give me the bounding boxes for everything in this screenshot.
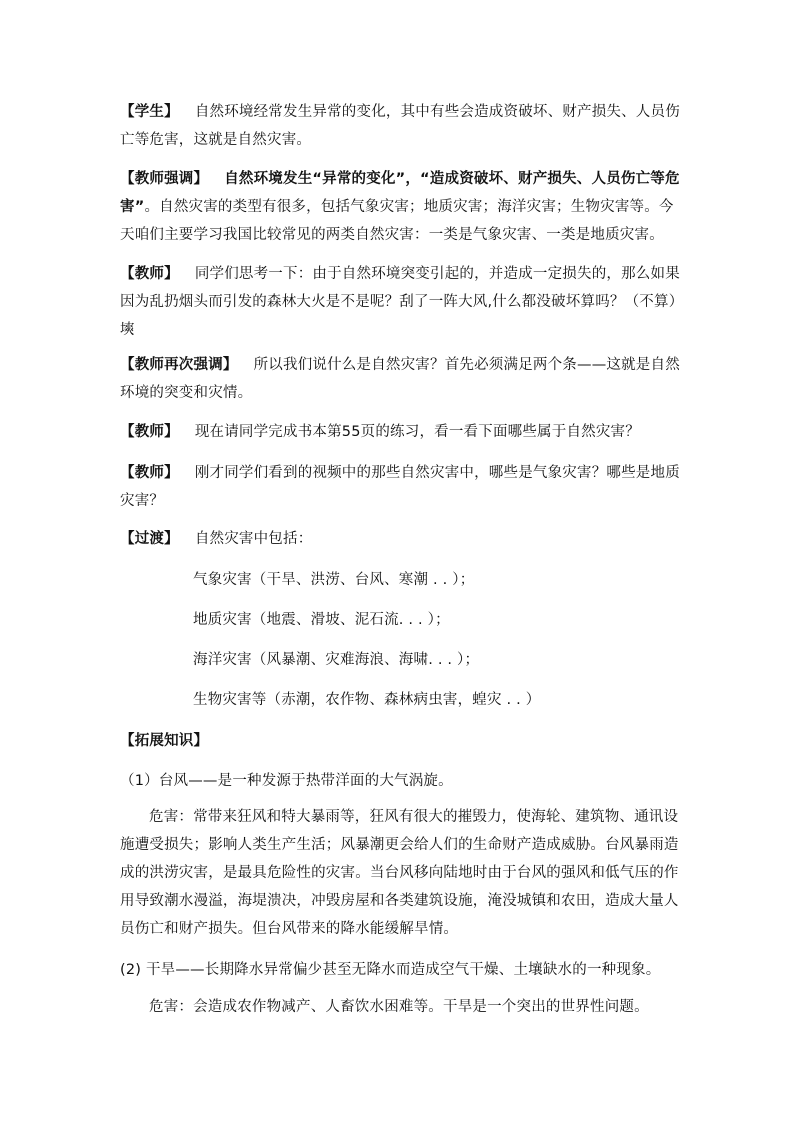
- list-item-meteorological: 气象灾害（干旱、洪涝、台风、寒潮 . . ）；: [193, 572, 475, 588]
- paragraph-text: 自然环境经常发生异常的变化，其中有些会造成资破坏、财产损失、人员伤亡等危害，这就是自然灾害。: [120, 104, 680, 148]
- speaker-tag: 【教师再次强调】: [120, 357, 238, 373]
- speaker-tag: 【教师】: [120, 266, 179, 282]
- paragraph-teacher-exercise: [120, 418, 680, 446]
- extended-item-typhoon: （1）台风——是一种发源于热带洋面的大气涡旋。: [120, 773, 453, 789]
- paragraph-transition: [120, 525, 680, 553]
- list-item-geological: 地质灾害（地震、滑坡、泥石流. . . ）；: [193, 612, 450, 628]
- paragraph-text: 。自然灾害的类型有很多，包括气象灾害；地质灾害；海洋灾害；生物灾害等。今天咱们主要学习我国比较常见的两类自然灾害：一类是气象灾害、一类是地质灾害。: [120, 199, 674, 243]
- speaker-tag: 【学生】: [120, 104, 179, 120]
- speaker-tag: 【教师】: [120, 465, 179, 481]
- paragraph-teacher-emphasis: [120, 165, 680, 249]
- paragraph-text: 刚才同学们看到的视频中的那些自然灾害中，哪些是气象灾害？哪些是地质灾害？: [120, 465, 680, 509]
- paragraph-text: 同学们思考一下：由于自然环境突变引起的，并造成一定损失的，那么如果因为乱扔烟头而引发的森林大火是不是呢？刮了一阵大风,什么都没破坏算吗？（不算）塽: [120, 266, 680, 338]
- extended-knowledge-title: 【拓展知识】: [120, 733, 209, 749]
- extended-item-drought-detail: 危害：会造成农作物减产、人畜饮水困难等。干旱是一个突出的世界性问题。: [149, 999, 649, 1015]
- emphasized-text: 自然环境发生“异常的变化”，“造成资破坏、财产损失、人员伤亡等危害”: [120, 171, 680, 215]
- list-item-marine: 海洋灾害（风暴潮、灾难海浪、海啸. . . ）；: [193, 652, 480, 668]
- speaker-tag: 【过渡】: [120, 531, 179, 547]
- extended-item-drought: (2) 干旱——长期降水异常偏少甚至无降水而造成空气干燥、土壤缺水的一种现象。: [120, 962, 661, 978]
- paragraph-text: 所以我们说什么是自然灾害？首先必须满足两个条——这就是自然环境的突变和灾情。: [120, 357, 680, 401]
- paragraph-teacher-question: [120, 260, 680, 344]
- paragraph-text: 现在请同学完成书本第55页的练习，看一看下面哪些属于自然灾害？: [194, 424, 640, 440]
- paragraph-teacher-video: [120, 459, 680, 515]
- paragraph-student: [120, 98, 680, 154]
- speaker-tag: 【教师强调】: [120, 171, 209, 187]
- paragraph-teacher-re-emphasis: [120, 351, 680, 407]
- list-item-biological: 生物灾害等（赤潮，农作物、森林病虫害，蝗灾 . . ）: [193, 692, 541, 708]
- paragraph-text: 自然灾害中包括：: [194, 531, 313, 547]
- speaker-tag: 【教师】: [120, 424, 179, 440]
- extended-item-typhoon-detail: 危害：常带来狂风和特大暴雨等，狂风有很大的摧毁力，使海轮、建筑物、通讯设施遭受损失；影响人类生产生活；风暴潮更会给人们的生命财产造成威胁。台风暴雨造成的洪涝灾害，是最具危险性的灾害。当台风移向陆地时由于台风的强风和低气压的作用导致潮水漫溢，海堤溃决，冲毁房屋和各类建筑设施，淹没城镇和农田，造成大量人员伤亡和财产损失。但台风带来的降水能缓解旱情。: [120, 809, 679, 937]
